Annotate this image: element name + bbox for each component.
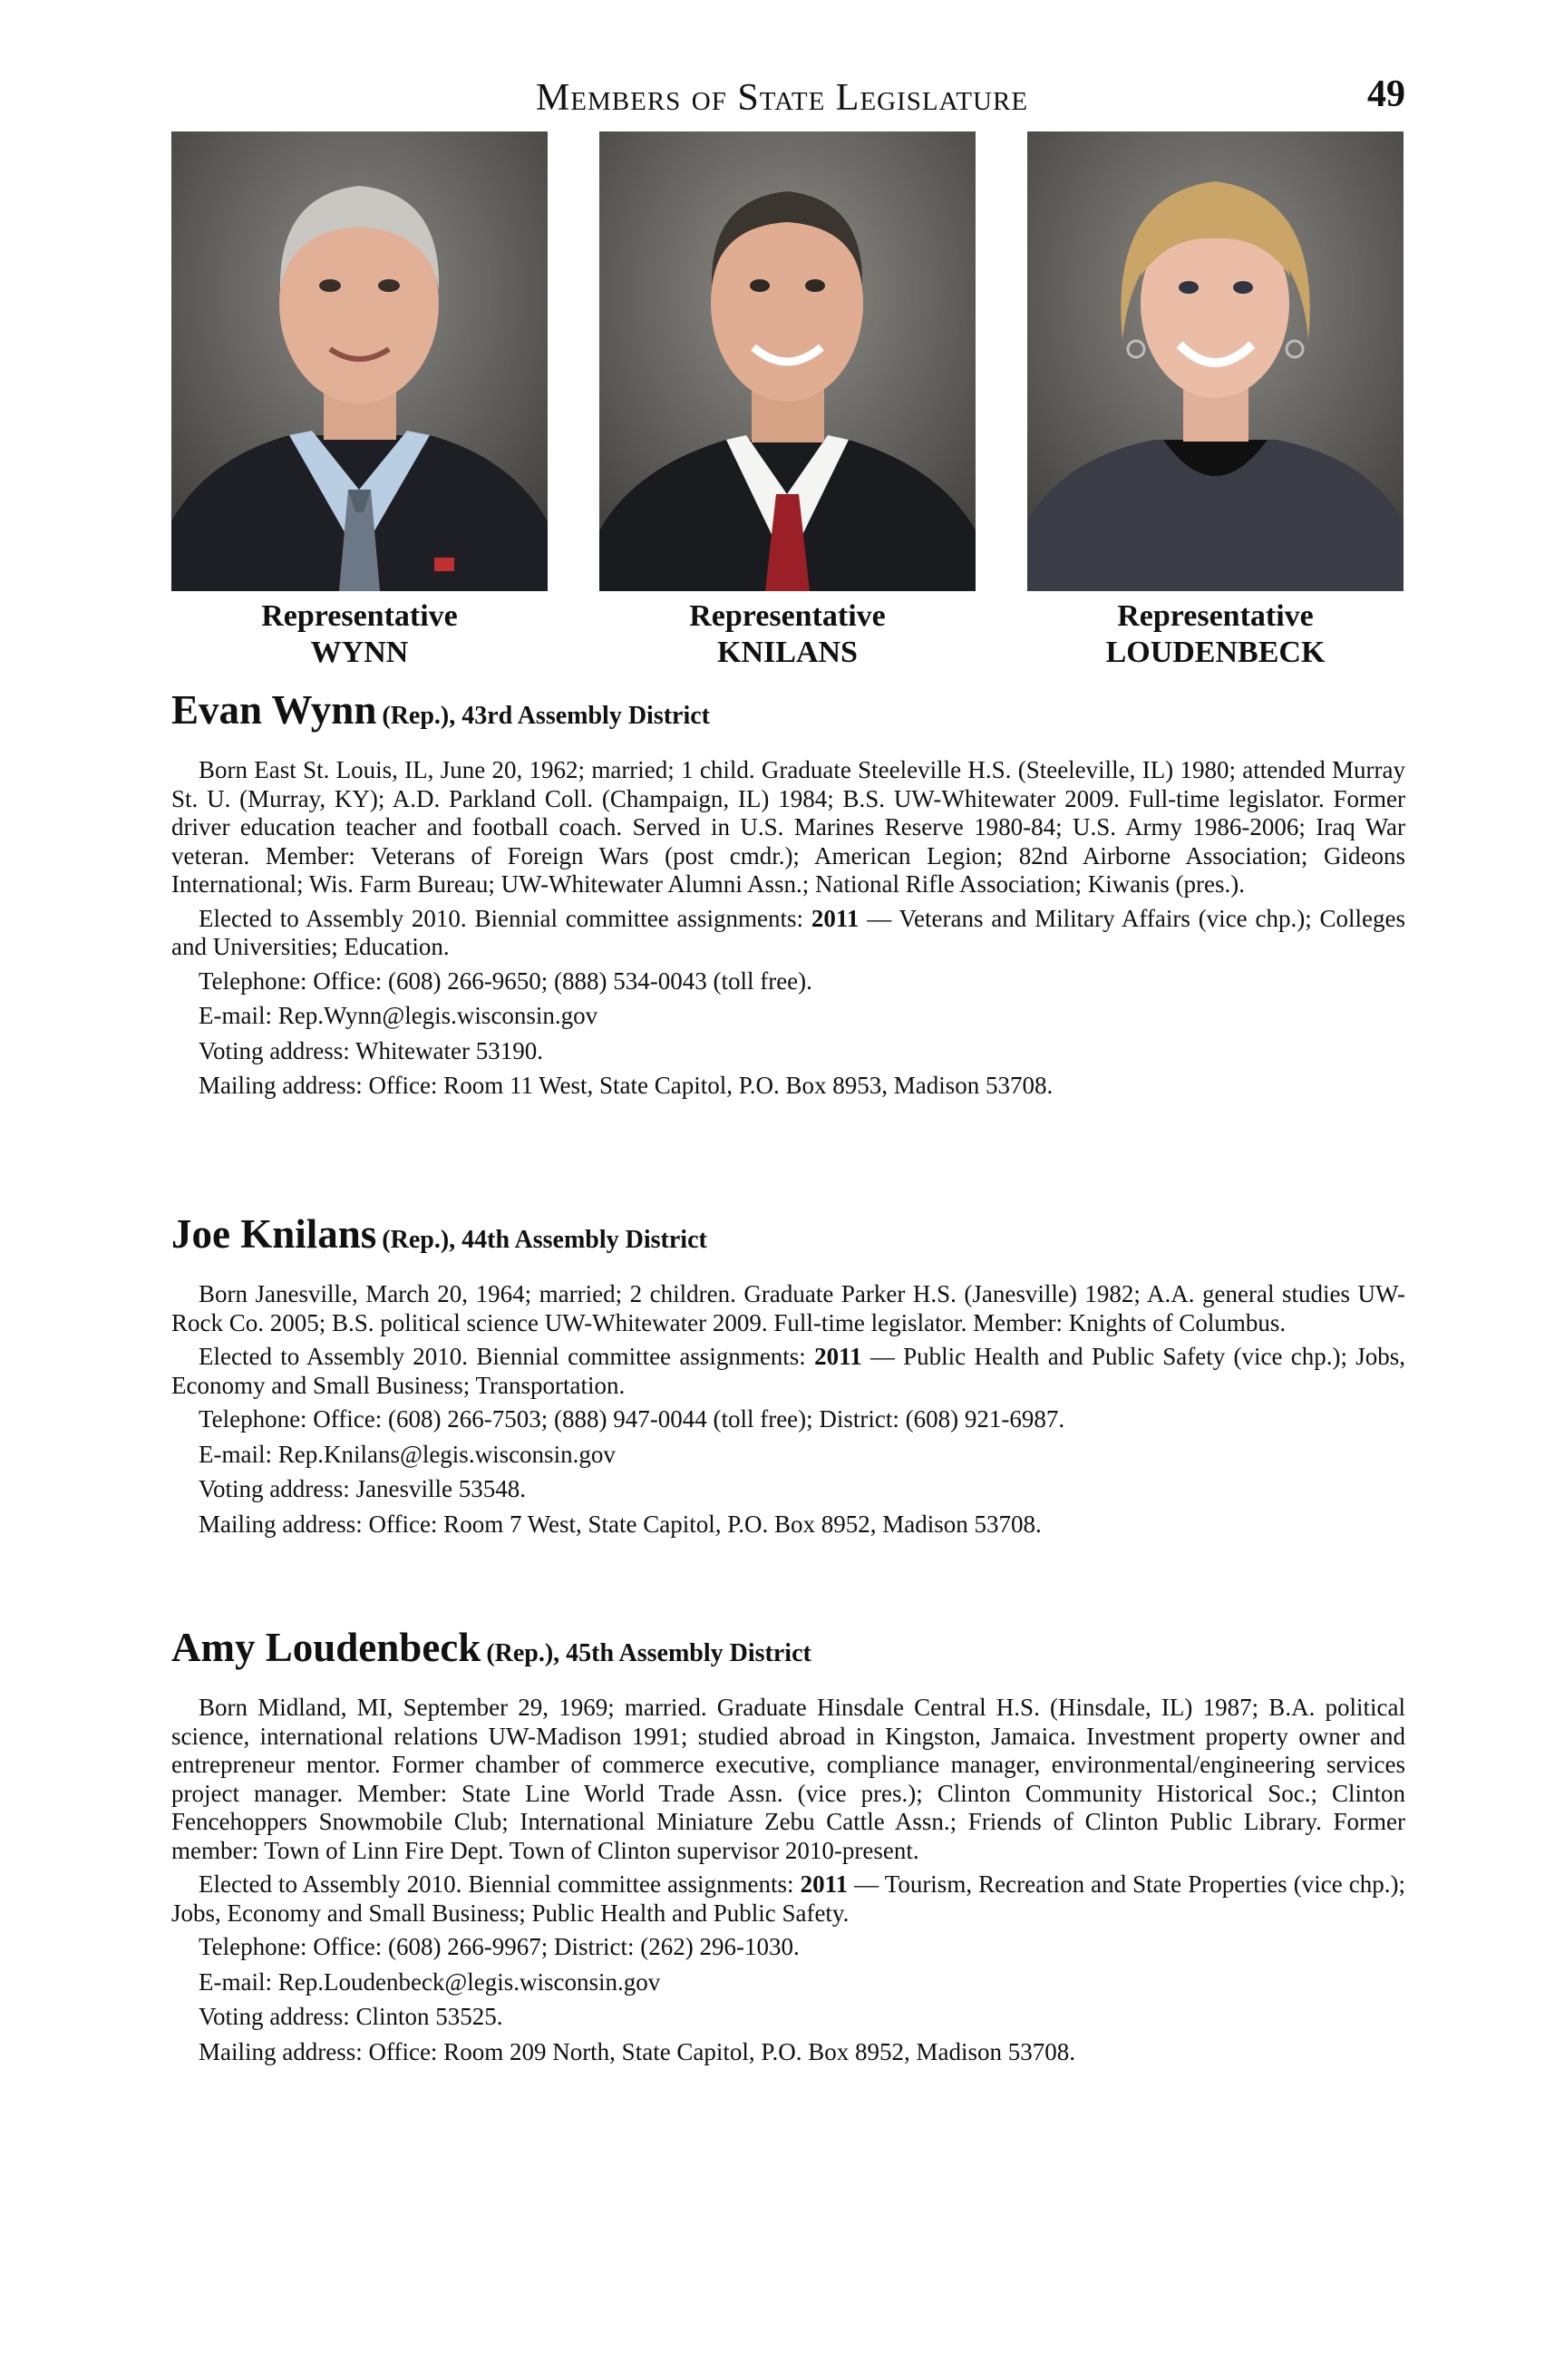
telephone: Telephone: Office: (608) 266-9967; District: (262) 296-1030. xyxy=(199,1933,800,1960)
member-biography: Born Janesville, March 20, 1964; married; 2 children. Graduate Parker H.S. (Janesville) 1982; A.A. general studies UW-Rock Co. 2005; B.S. political science UW-Whitewater 2009. Full-time legislator. Member: Knights of Columbus. xyxy=(171,1280,1405,1336)
portrait-caption-wynn xyxy=(171,598,548,671)
member-entry-loudenbeck xyxy=(171,1625,1405,2073)
committee-assignments xyxy=(171,905,1405,962)
member-heading xyxy=(171,687,1405,740)
email: E-mail: Rep.Wynn@legis.wisconsin.gov xyxy=(199,1002,598,1029)
committee-list: — Public Health and Public Safety (vice chp.); Jobs, Economy and Small Business; Transportation. xyxy=(171,1343,1405,1399)
mailing-address: Mailing address: Office: Room 7 West, State Capitol, P.O. Box 8952, Madison 53708. xyxy=(199,1510,1042,1538)
caption-name: WYNN xyxy=(310,636,409,669)
member-name: Amy Loudenbeck xyxy=(171,1625,481,1670)
running-head: Members of State Legislature xyxy=(535,77,1029,119)
session-year: 2011 xyxy=(814,1343,862,1370)
member-district: (Rep.), 43rd Assembly District xyxy=(382,702,710,730)
voting-address: Voting address: Clinton 53525. xyxy=(199,2003,503,2030)
member-heading xyxy=(171,1211,1405,1264)
caption-title: Representative xyxy=(1117,599,1314,633)
committee-list: — Veterans and Military Affairs (vice chp.); Colleges and Universities; Education. xyxy=(171,904,1405,960)
member-biography: Born East St. Louis, IL, June 20, 1962; married; 1 child. Graduate Steeleville H.S. (Steeleville, IL) 1980; attended Murray St. U. (Murray, KY); A.D. Parkland Coll. (Champaign, IL) 1984; B.S. UW-Whitewater 2009. Full-time legislator. Former driver education teacher and football coach. Served in U.S. Marines Reserve 1980-84; U.S. Army 1986-2006; Iraq War veteran. Member: Veterans of Foreign Wars (post cmdr.); American Legion; 82nd Airborne Association; Gideons International; Wis. Farm Bureau; UW-Whitewater Alumni Assn.; National Rifle Association; Kiwanis (pres.). xyxy=(171,756,1405,898)
caption-title: Representative xyxy=(261,599,458,633)
telephone: Telephone: Office: (608) 266-7503; (888) 947-0044 (toll free); District: (608) 921-6987. xyxy=(199,1405,1065,1433)
committee-assignments xyxy=(171,1870,1405,1928)
elected-text: Elected to Assembly 2010. Biennial committee assignments: xyxy=(199,1343,815,1370)
page-number: 49 xyxy=(1367,73,1405,115)
portrait-knilans xyxy=(599,131,976,591)
caption-name: KNILANS xyxy=(717,636,858,669)
email: E-mail: Rep.Knilans@legis.wisconsin.gov xyxy=(199,1440,616,1468)
elected-text: Elected to Assembly 2010. Biennial committee assignments: xyxy=(199,1870,801,1898)
voting-address: Voting address: Whitewater 53190. xyxy=(199,1036,543,1064)
member-district: (Rep.), 45th Assembly District xyxy=(486,1639,811,1667)
caption-name: LOUDENBECK xyxy=(1105,636,1326,669)
mailing-address: Mailing address: Office: Room 209 North, State Capitol, P.O. Box 8952, Madison 53708. xyxy=(199,2037,1075,2065)
portrait-loudenbeck xyxy=(1027,131,1404,591)
mailing-address: Mailing address: Office: Room 11 West, State Capitol, P.O. Box 8953, Madison 53708. xyxy=(199,1072,1054,1099)
member-district: (Rep.), 44th Assembly District xyxy=(382,1226,707,1254)
portrait-wynn xyxy=(171,131,548,591)
voting-address: Voting address: Janesville 53548. xyxy=(199,1475,526,1502)
session-year: 2011 xyxy=(800,1870,849,1898)
elected-text: Elected to Assembly 2010. Biennial committee assignments: xyxy=(199,904,811,932)
email: E-mail: Rep.Loudenbeck@legis.wisconsin.gov xyxy=(199,1967,661,1996)
portrait-caption-loudenbeck xyxy=(1027,598,1404,671)
member-entry-wynn xyxy=(171,687,1405,1107)
portrait-caption-knilans xyxy=(599,598,976,671)
member-entry-knilans xyxy=(171,1211,1405,1545)
member-name: Evan Wynn xyxy=(171,687,377,733)
caption-title: Representative xyxy=(689,599,886,633)
telephone: Telephone: Office: (608) 266-9650; (888) 534-0043 (toll free). xyxy=(199,967,812,995)
member-heading xyxy=(171,1625,1405,1677)
member-name: Joe Knilans xyxy=(171,1211,377,1257)
committee-list: — Tourism, Recreation and State Properties (vice chp.); Jobs, Economy and Small Business; Public Health and Public Safety. xyxy=(171,1870,1405,1927)
member-biography: Born Midland, MI, September 29, 1969; married. Graduate Hinsdale Central H.S. (Hinsdale, IL) 1987; B.A. political science, international relations UW-Madison 1991; studied abroad in Kingston, Jamaica. Investment property owner and entrepreneur mentor. Former chamber of commerce executive, compliance manager, environmental/engineering services project manager. Member: State Line World Trade Assn. (vice pres.); Clinton Community Historical Soc.; Clinton Fencehoppers Snowmobile Club; International Miniature Zebu Cattle Assn.; Friends of Clinton Public Library. Former member: Town of Linn Fire Dept. Town of Clinton supervisor 2010-present. xyxy=(171,1694,1405,1864)
session-year: 2011 xyxy=(811,904,860,932)
committee-assignments xyxy=(171,1343,1405,1400)
